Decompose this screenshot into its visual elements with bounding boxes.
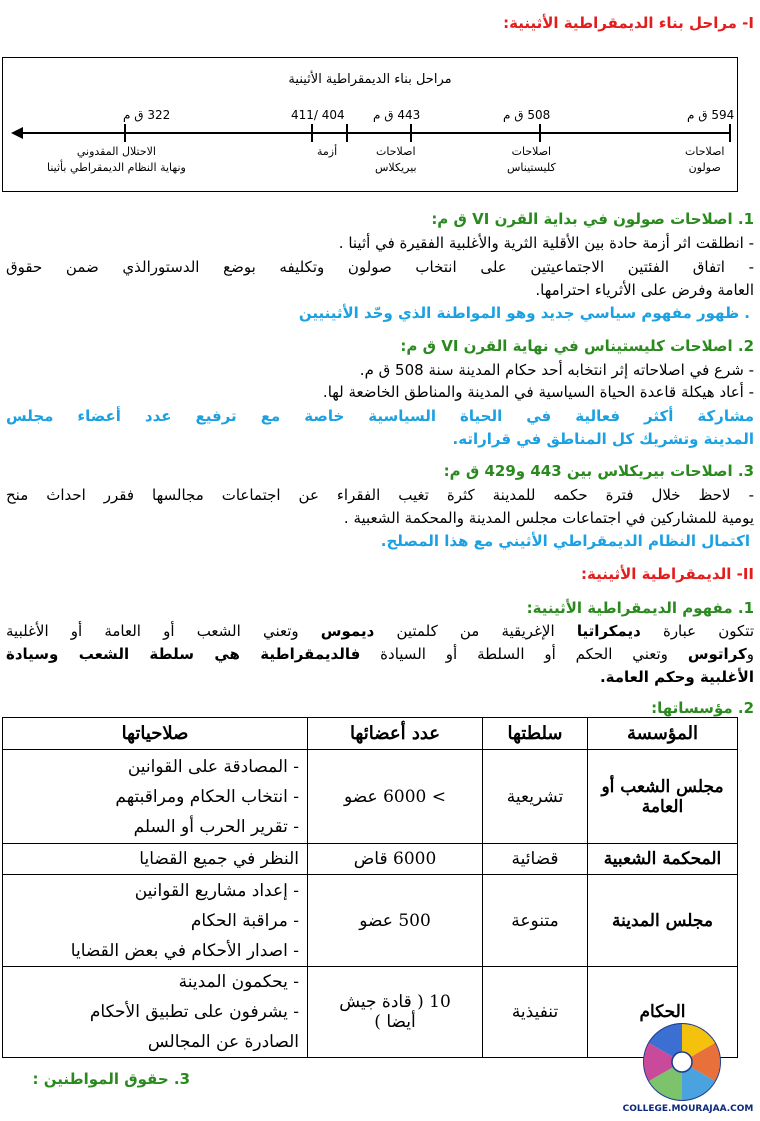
logo-text: COLLEGE.MOURAJAA.COM (622, 1104, 754, 1114)
table-header: صلاحياتها (3, 718, 308, 750)
timeline-figure (2, 57, 738, 192)
timeline-label: الاحتلال المقدوني ونهاية النظام الديمقراطي بأثينا (47, 145, 186, 174)
table-cell: 6000 قاض (308, 844, 483, 875)
paragraph-line: يومية للمشاركين في اجتماعات مجلس المدينة والمحكمة الشعبية . (343, 509, 754, 527)
section-2-title: II- الديمقراطية الأثينية: (581, 565, 754, 583)
subsection-5-title: 2. مؤسساتها: (651, 699, 754, 717)
institutions-table (2, 717, 738, 1058)
timeline-tick (539, 124, 541, 142)
table-cell: - يحكمون المدينة - يشرفون على تطبيق الأحكام الصادرة عن المجالس (3, 967, 308, 1058)
timeline-date: 594 ق م (687, 108, 735, 122)
subsection-1-title: 1. اصلاحات صولون في بداية القرن VI ق م: (431, 210, 754, 228)
paragraph-line: - لاحظ خلال فترة حكمه للمدينة كثرة تغيب الفقراء عن اجتماعات مجالسها فقرر احداث منح (6, 486, 754, 504)
table-row (3, 875, 738, 967)
table-header: سلطتها (483, 718, 588, 750)
table-header: عدد أعضائها (308, 718, 483, 750)
result-line: مشاركة أكثر فعالية في الحياة السياسية خاصة مع ترفيع عدد أعضاء مجلس (6, 407, 754, 425)
timeline-label: اصلاحات بيريكلاس (375, 145, 417, 174)
table-cell: الحكام (588, 967, 738, 1058)
table-cell: 500 عضو (308, 875, 483, 967)
timeline-date: 404 /411 (291, 108, 345, 122)
table-cell: المحكمة الشعبية (588, 844, 738, 875)
timeline-tick (346, 124, 348, 142)
paragraph-line: الأغلبية وحكم العامة. (599, 668, 754, 686)
paragraph-line: وكراتوس وتعني الحكم أو السلطة أو السيادة فالديمقراطية هي سلطة الشعب وسيادة (6, 645, 754, 663)
paragraph-line: - أعاد هيكلة قاعدة الحياة السياسية في المدينة والمناطق الخاضعة لها. (322, 383, 754, 401)
table-cell: قضائية (483, 844, 588, 875)
paragraph-line: - شرع في اصلاحاته إثر انتخابه أحد حكام المدينة سنة 508 ق م. (359, 361, 754, 379)
timeline-tick (729, 124, 731, 142)
timeline-tick (410, 124, 412, 142)
table-cell: متنوعة (483, 875, 588, 967)
subsection-2-title: 2. اصلاحات كليستيناس في نهاية القرن VI ق م: (400, 337, 754, 355)
subsection-3-title: 3. اصلاحات بيريكلاس بين 443 و429 ق م: (443, 462, 754, 480)
timeline-date: 443 ق م (373, 108, 421, 122)
timeline-date: 508 ق م (503, 108, 551, 122)
subsection-6-title: 3. حقوق المواطنين : (32, 1070, 190, 1088)
timeline-label: اصلاحات كليستيناس (507, 145, 556, 174)
timeline-tick (124, 124, 126, 142)
paragraph-line: العامة وفرض على الأثرياء احترامها. (535, 281, 754, 299)
timeline-label: أزمة (317, 145, 338, 158)
table-cell: مجلس الشعب أو العامة (588, 750, 738, 844)
table-cell: تنفيذية (483, 967, 588, 1058)
table-header: المؤسسة (588, 718, 738, 750)
timeline-date: 322 ق م (123, 108, 171, 122)
result-line: . ظهور مفهوم سياسي جديد وهو المواطنة الذي وحّد الأثينيين (298, 304, 750, 322)
table-cell: تشريعية (483, 750, 588, 844)
timeline-label: اصلاحات صولون (685, 145, 725, 174)
table-cell: مجلس المدينة (588, 875, 738, 967)
result-line: المدينة وتشريك كل المناطق في قراراته. (452, 430, 754, 448)
paragraph-line: - اتفاق الفئتين الاجتماعيتين على انتخاب صولون وتكليفه بوضع الدستورالذي ضمن حقوق (6, 258, 754, 276)
timeline-title: مراحل بناء الديمقراطية الأثينية (288, 72, 452, 87)
result-line: اكتمال النظام الديمقراطي الأثيني مع هذا المصلح. (380, 532, 750, 550)
table-cell: - إعداد مشاريع القوانين - مراقبة الحكام - اصدار الأحكام في بعض القضايا (3, 875, 308, 967)
table-cell: النظر في جميع القضايا (3, 844, 308, 875)
paragraph-line: - انطلقت اثر أزمة حادة بين الأقلية الثرية والأغلبية الفقيرة في أثينا . (338, 234, 754, 252)
timeline-tick (311, 124, 313, 142)
section-1-title: I- مراحل بناء الديمقراطية الأثينية: (503, 14, 754, 32)
table-cell: 10 ( قادة جيش أيضا ) (308, 967, 483, 1058)
table-row (3, 750, 738, 844)
site-logo (628, 1010, 736, 1110)
table-cell: - المصادقة على القوانين - انتخاب الحكام ومراقبتهم - تقرير الحرب أو السلم (3, 750, 308, 844)
table-header-row (3, 718, 738, 750)
paragraph-line: تتكون عبارة ديمكراتيا الإغريقية من كلمتين ديموس وتعني الشعب أو العامة أو الأغلبية (6, 622, 755, 640)
subsection-4-title: 1. مفهوم الديمقراطية الأثينية: (526, 599, 754, 617)
table-cell: > 6000 عضو (308, 750, 483, 844)
table-row (3, 844, 738, 875)
